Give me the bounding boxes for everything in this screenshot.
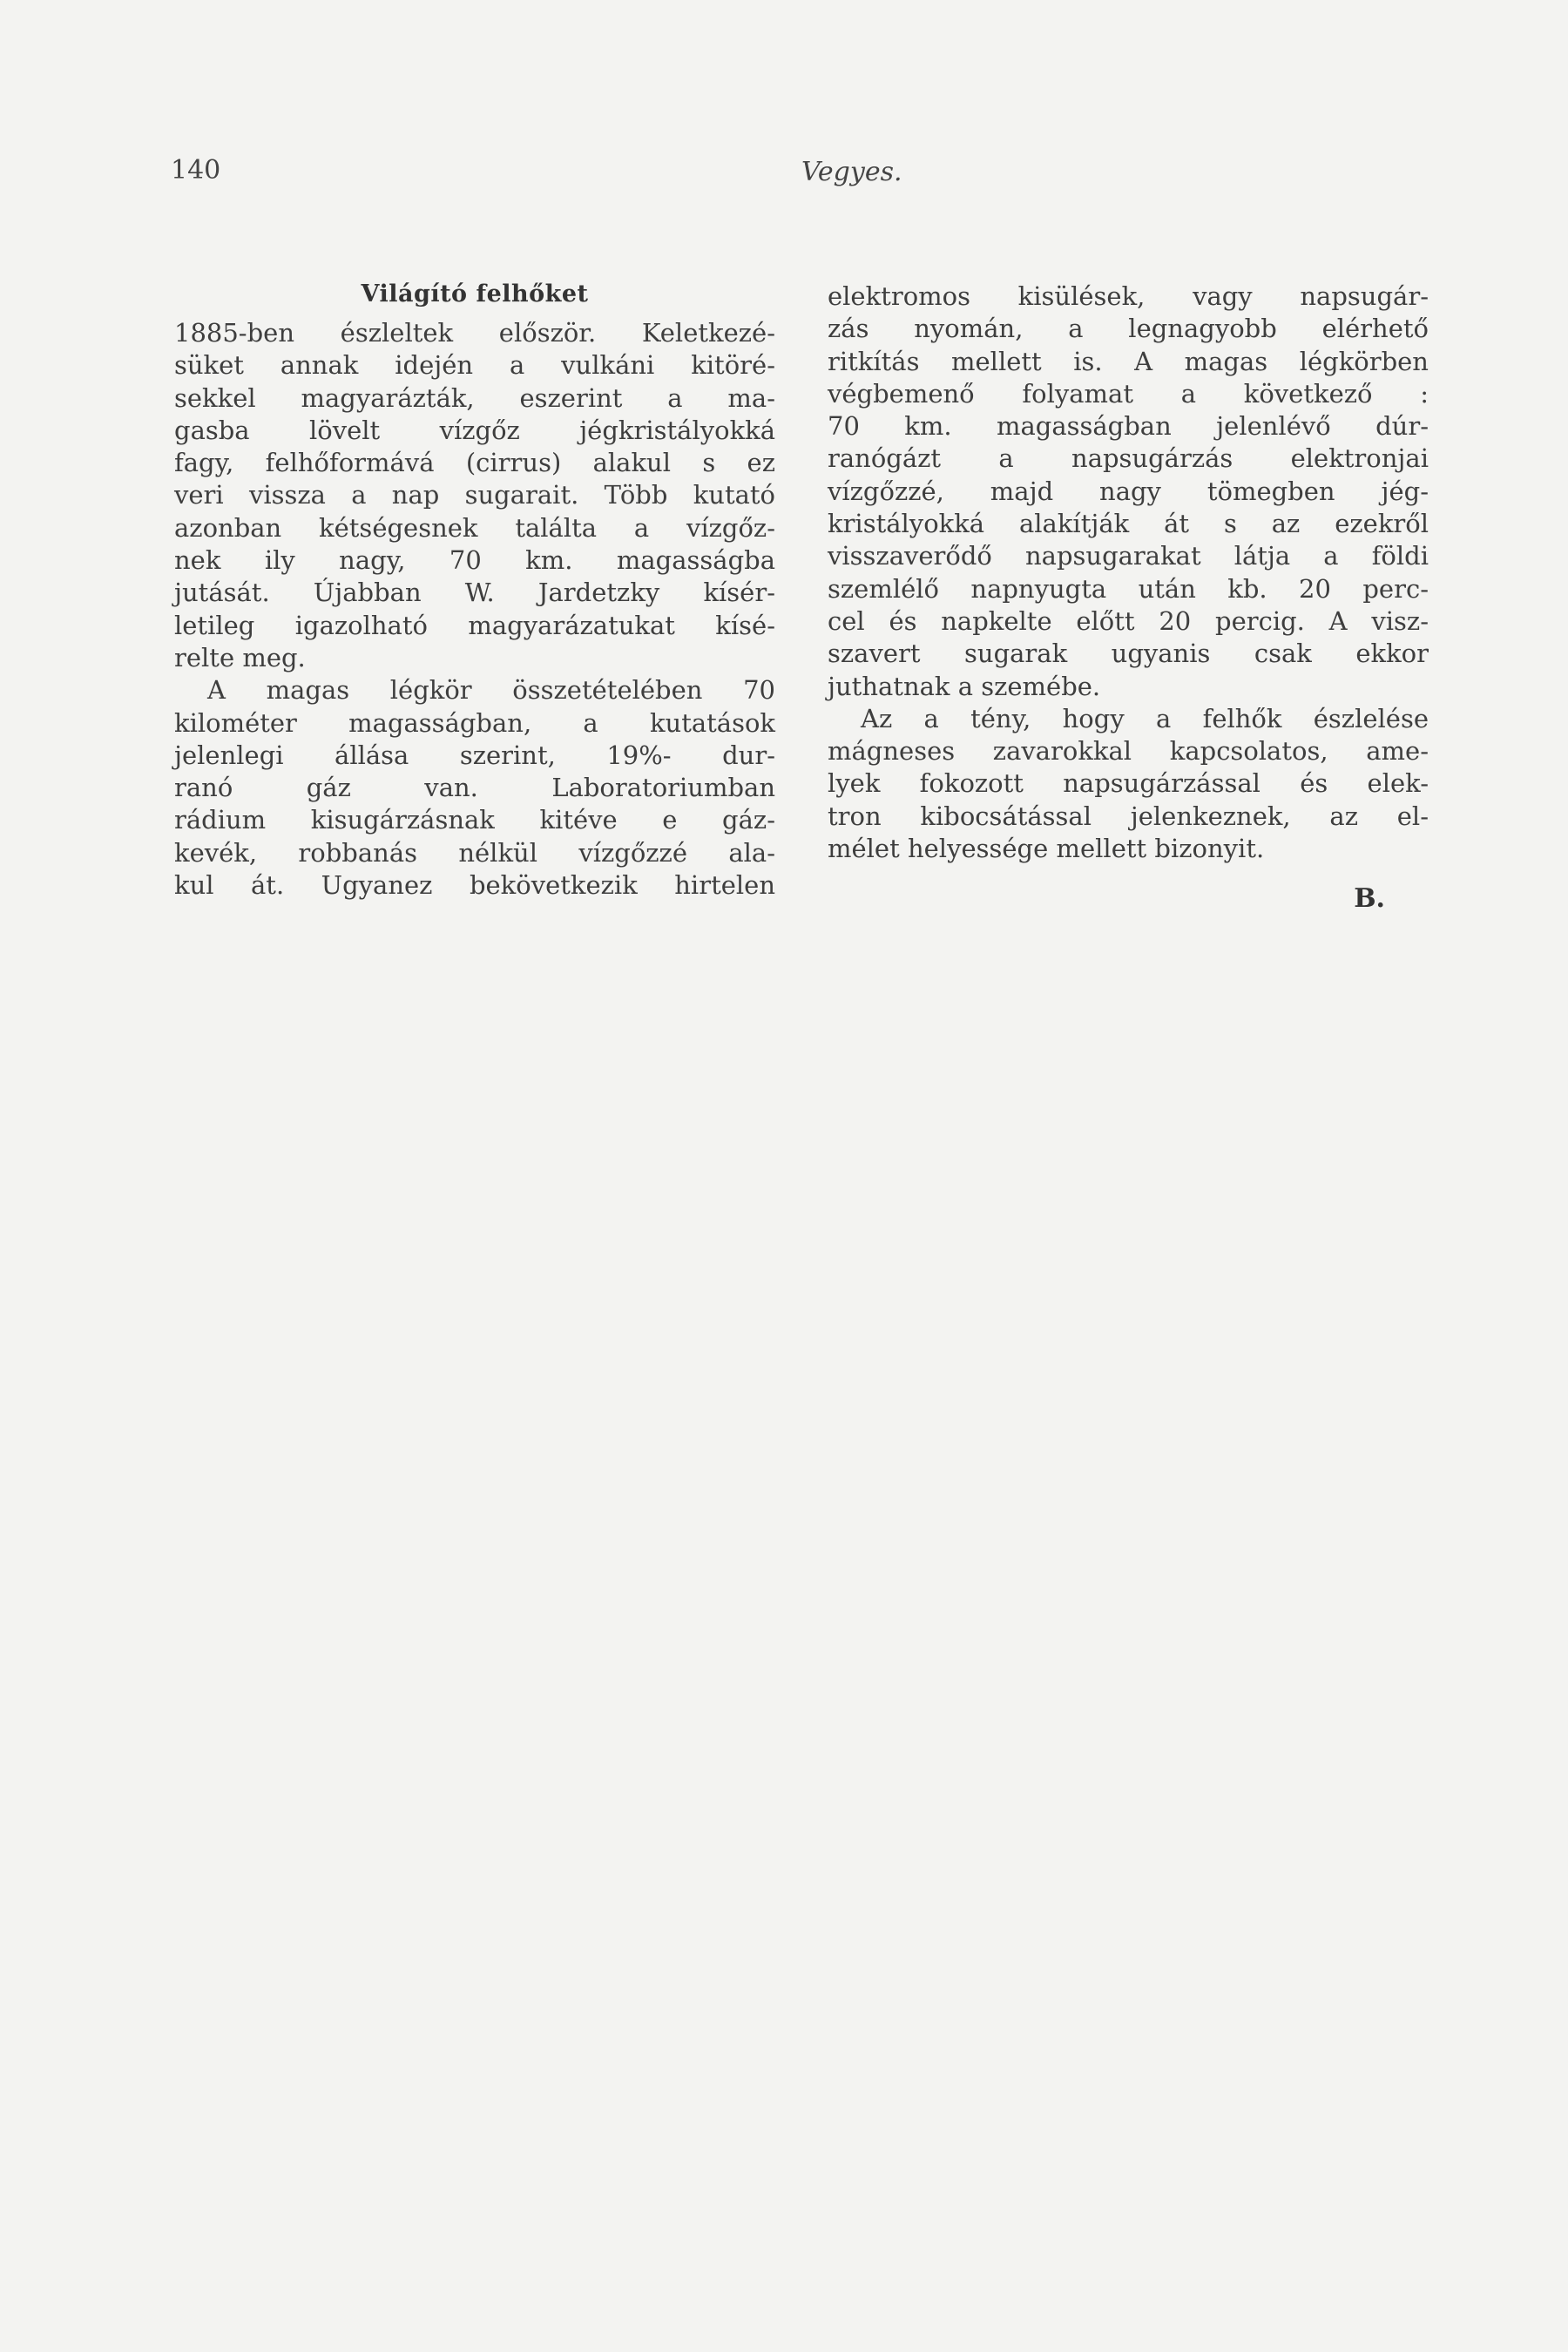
- text-line: relte meg.: [174, 642, 306, 672]
- author-signature: B.: [1354, 883, 1385, 915]
- text-line: 70 km. magasságban jelenlévő dúr-: [828, 411, 1429, 442]
- text-line: jutását. Újabban W. Jardetzky kísér-: [174, 578, 775, 608]
- text-line: kristályokká alakítják át s az ezekről: [828, 509, 1429, 539]
- text-line: lyek fokozott napsugárzással és elek-: [828, 768, 1429, 799]
- text-line: kevék, robbanás nélkül vízgőzzé ala-: [174, 837, 775, 868]
- text-line: nek ily nagy, 70 km. magasságba: [174, 545, 775, 576]
- text-line: tron kibocsátással jelenkeznek, az el-: [828, 801, 1429, 831]
- text-line: letileg igazolható magyarázatukat kísé-: [174, 610, 775, 640]
- text-line: ranógázt a napsugárzás elektronjai: [828, 443, 1429, 474]
- text-line: szemlélő napnyugta után kb. 20 perc-: [828, 573, 1429, 604]
- text-line: elektromos kisülések, vagy napsugár-: [828, 281, 1429, 311]
- text-line: A magas légkör összetételében 70: [207, 675, 775, 706]
- text-line: cel és napkelte előtt 20 percig. A visz-: [828, 605, 1429, 636]
- page-number: 140: [171, 155, 221, 186]
- left-column: [174, 279, 775, 902]
- right-column: [828, 280, 1429, 916]
- text-line: jelenlegi állása szerint, 19%- dur-: [174, 740, 775, 770]
- text-line: kilométer magasságban, a kutatások: [174, 707, 775, 738]
- text-line: vízgőzzé, majd nagy tömegben jég-: [828, 476, 1429, 506]
- text-line: sekkel magyarázták, eszerint a ma-: [174, 382, 775, 413]
- text-line: süket annak idején a vulkáni kitöré-: [174, 350, 775, 381]
- text-line: rádium kisugárzásnak kitéve e gáz-: [174, 805, 775, 835]
- text-line: ritkítás mellett is. A magas légkörben: [828, 346, 1429, 376]
- running-head: Vegyes.: [801, 157, 902, 187]
- text-line: szavert sugarak ugyanis csak ekkor: [828, 639, 1429, 669]
- text-line: mélet helyessége mellett bizonyit.: [828, 834, 1265, 864]
- text-line: kul át. Ugyanez bekövetkezik hirtelen: [174, 870, 775, 901]
- text-line: mágneses zavarokkal kapcsolatos, ame-: [828, 736, 1429, 767]
- text-line: juthatnak a szemébe.: [828, 671, 1101, 701]
- text-line: veri vissza a nap sugarait. Több kutató: [174, 480, 775, 510]
- text-line: gasba lövelt vízgőz jégkristályokká: [174, 415, 775, 445]
- text-line: fagy, felhőformává (cirrus) alakul s ez: [174, 448, 775, 478]
- text-line: azonban kétségesnek találta a vízgőz-: [174, 512, 775, 543]
- text-line: zás nyomán, a legnagyobb elérhető: [828, 314, 1429, 344]
- text-line: 1885-ben észleltek először. Keletkezé-: [174, 318, 775, 348]
- text-line: visszaverődő napsugarakat látja a földi: [828, 541, 1429, 571]
- text-line: ranó gáz van. Laboratoriumban: [174, 773, 775, 803]
- text-line: Az a tény, hogy a felhők észlelése: [861, 703, 1429, 733]
- article-title: Világító felhőket: [361, 280, 589, 308]
- text-line: végbemenő folyamat a következő :: [828, 378, 1429, 409]
